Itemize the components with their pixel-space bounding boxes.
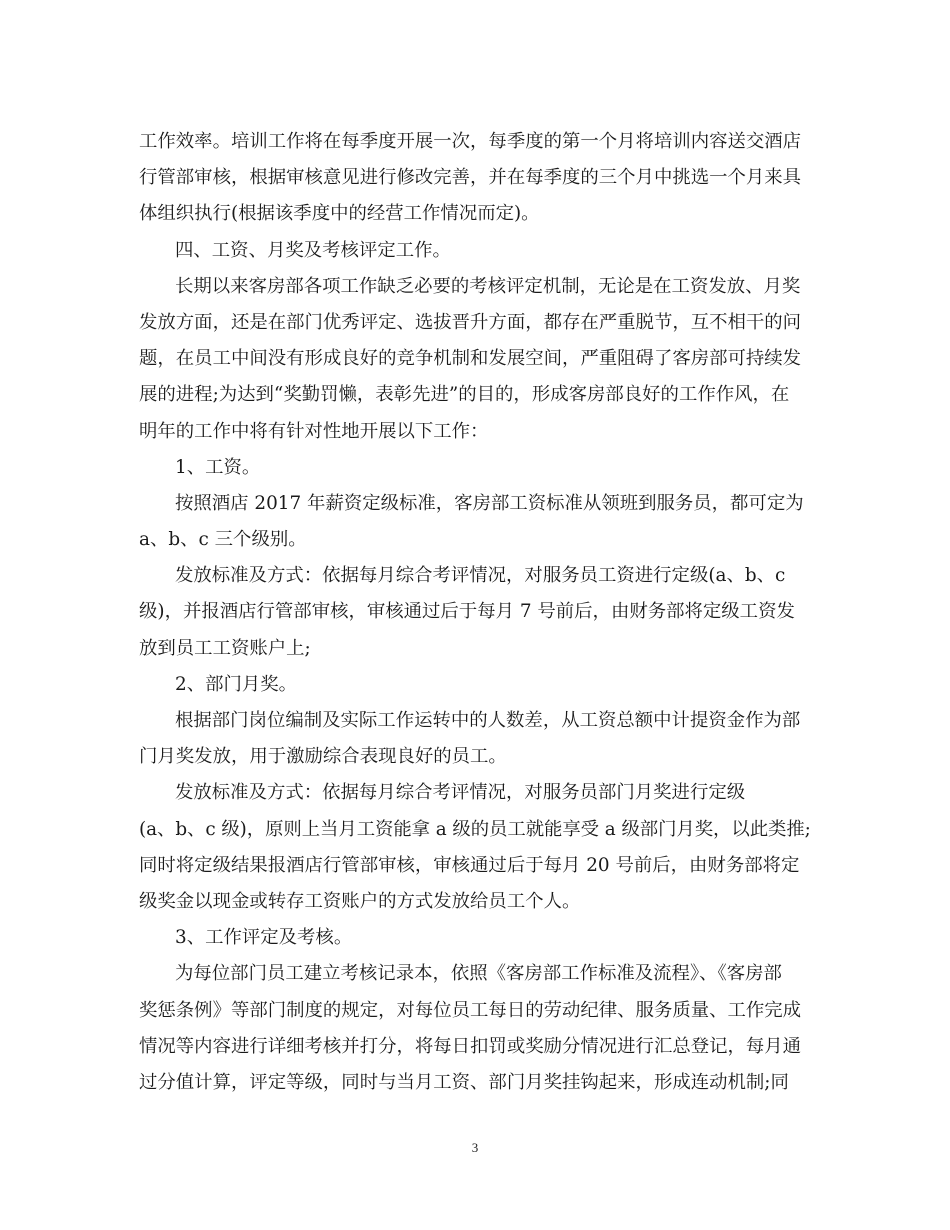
page-number: 3 [471,1140,479,1155]
text-line: 为每位部门员工建立考核记录本，依照《客房部工作标准及流程》、《客房部 [175,963,782,985]
text-line: 展的进程;为达到“奖勤罚懒，表彰先进”的目的，形成客房部良好的工作作风，在 [139,384,790,406]
text-line: 级)，并报酒店行管部审核，审核通过后于每月 7 号前后，由财务部将定级工资发 [139,601,795,623]
text-line: (a、b、c 级)，原则上当月工资能拿 a 级的员工就能享受 a 级部门月奖，以此类推; [139,818,811,840]
text-line: 体组织执行(根据该季度中的经营工作情况而定)。 [139,203,540,225]
text-line: 情况等内容进行详细考核并打分，将每日扣罚或奖励分情况进行汇总登记，每月通 [139,1035,802,1057]
text-line: 放到员工工资账户上; [139,637,311,659]
text-line: 奖惩条例》等部门制度的规定，对每位员工每日的劳动纪律、服务质量、工作完成 [139,999,802,1021]
text-line: 长期以来客房部各项工作缺乏必要的考核评定机制，无论是在工资发放、月奖 [175,275,801,297]
text-line: 根据部门岗位编制及实际工作运转中的人数差，从工资总额中计提资金作为部 [175,710,801,731]
text-line: 题，在员工中间没有形成良好的竞争机制和发展空间，严重阻碍了客房部可持续发 [139,348,802,370]
text-line: 1、工资。 [175,456,261,478]
text-line: 门月奖发放，用于激励综合表现良好的员工。 [139,746,507,768]
text-line: 明年的工作中将有针对性地开展以下工作： [139,420,489,442]
text-line: 工作效率。培训工作将在每季度开展一次，每季度的第一个月将培训内容送交酒店 [139,131,802,152]
text-line: 发放标准及方式：依据每月综合考评情况，对服务员工资进行定级(a、b、c [175,565,786,587]
text-line: a、b、c 三个级别。 [139,529,307,551]
text-line: 3、工作评定及考核。 [175,927,353,949]
body-text [139,124,811,1101]
text-line: 同时将定级结果报酒店行管部审核，审核通过后于每月 20 号前后，由财务部将定 [139,854,800,876]
text-line: 按照酒店 2017 年薪资定级标准，客房部工资标准从领班到服务员，都可定为 [175,492,804,514]
text-line: 2、部门月奖。 [175,673,298,695]
text-line: 发放标准及方式：依据每月综合考评情况，对服务员部门月奖进行定级 [175,782,746,804]
text-line: 行管部审核，根据审核意见进行修改完善，并在每季度的三个月中挑选一个月来具 [139,167,802,189]
text-line: 过分值计算，评定等级，同时与当月工资、部门月奖挂钩起来，形成连动机制;同 [139,1071,789,1093]
text-line: 发放方面，还是在部门优秀评定、选拔晋升方面，都存在严重脱节，互不相干的问 [139,311,802,333]
text-line: 四、工资、月奖及考核评定工作。 [175,239,451,261]
text-line: 级奖金以现金或转存工资账户的方式发放给员工个人。 [139,890,581,912]
